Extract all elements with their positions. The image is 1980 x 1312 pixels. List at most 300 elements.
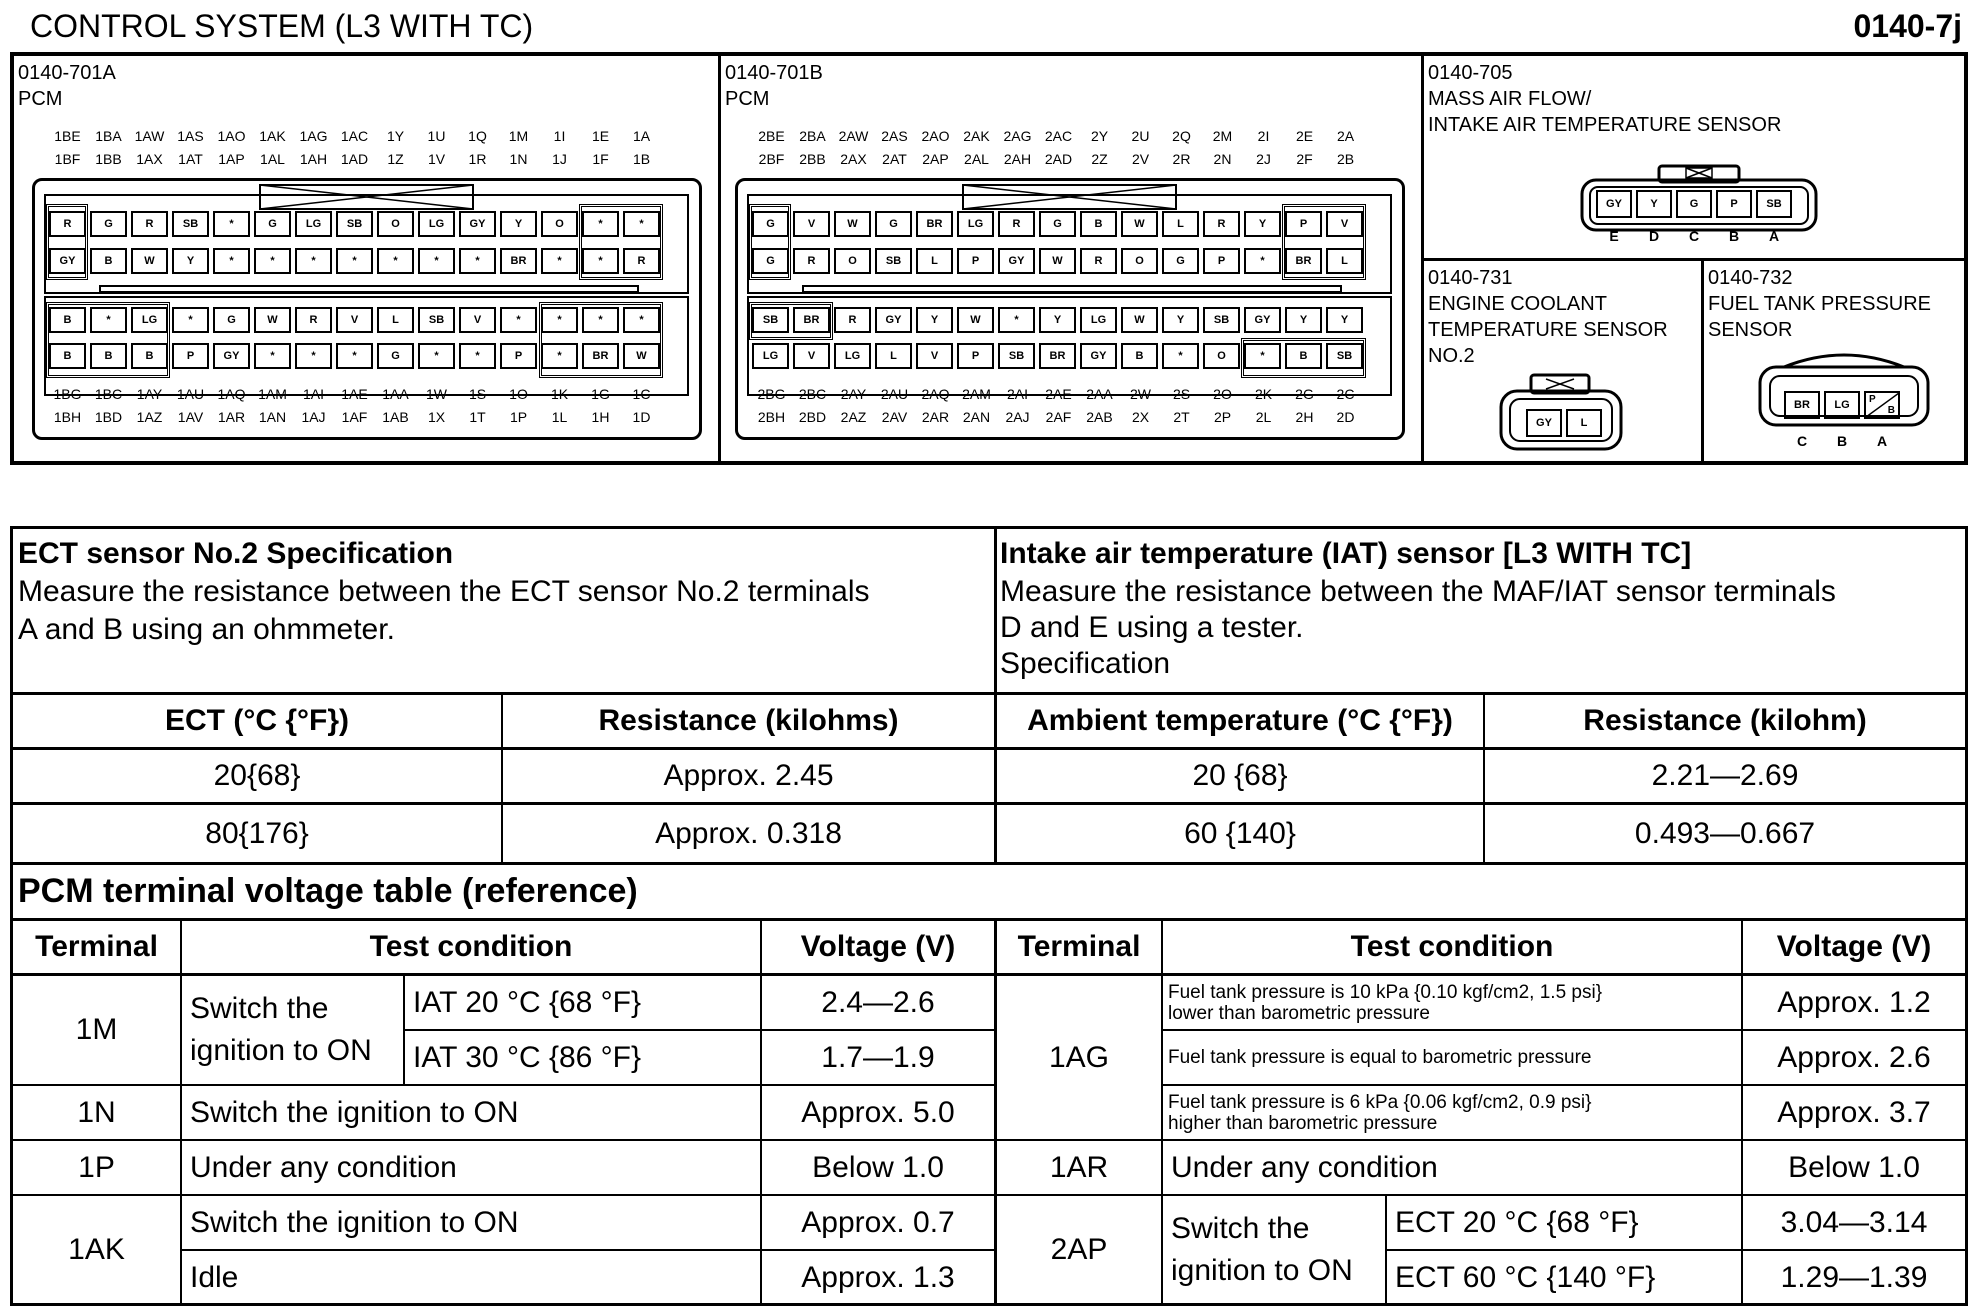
pin-label: 2O — [1213, 386, 1232, 402]
pin-cell: * — [213, 248, 250, 274]
pin-label: 1G — [591, 386, 610, 402]
pin-label: A — [1876, 433, 1888, 449]
pin-cell: R — [793, 248, 830, 274]
pin-cell: G — [875, 211, 912, 237]
pin-label: 1BG — [53, 386, 82, 402]
condition-1ak-idle: Idle — [190, 1260, 239, 1294]
connector-code: 0140-701B — [725, 62, 823, 84]
pin-label: 2AR — [921, 409, 950, 425]
pin-cell: Y — [1039, 307, 1076, 333]
pin-cell: GY — [1244, 307, 1281, 333]
ect-row2-temp: 80{176} — [205, 816, 309, 850]
pin-label: 2AV — [881, 409, 908, 425]
pin-cell: BR — [793, 307, 830, 333]
pin-label: 2BH — [757, 409, 786, 425]
pin-label: 2U — [1131, 128, 1150, 144]
pin-cell: G — [752, 211, 789, 237]
pin-cell: G — [377, 343, 414, 369]
pin-cell: BR — [500, 248, 537, 274]
pin-label: 1Z — [387, 151, 404, 167]
maf-iat-sensor-connector — [1424, 56, 1968, 261]
pin-label: 1M — [508, 128, 529, 144]
connector-name-line2: SENSOR — [1708, 319, 1793, 341]
condition-line: lower than barometric pressure — [1168, 1002, 1430, 1024]
connector-key-mark — [259, 184, 474, 210]
connector-diagram-panel — [10, 52, 1968, 465]
pin-cell: GY — [1080, 343, 1117, 369]
iat-row1-resistance: 2.21—2.69 — [1651, 759, 1799, 792]
iat-row1-temp: 20 {68} — [1192, 759, 1288, 792]
pin-label: 2BD — [798, 409, 827, 425]
pin-label: 2J — [1256, 151, 1271, 167]
pin-label: 1AH — [299, 151, 328, 167]
condition-1m — [182, 976, 403, 1084]
connector-name-line2: TEMPERATURE SENSOR — [1428, 319, 1668, 341]
pin-label: B — [1728, 228, 1740, 244]
pin-cell: * — [172, 307, 209, 333]
pin-cell: Y — [1162, 307, 1199, 333]
pin-label: 1O — [509, 386, 528, 402]
pin-label: 2AY — [840, 386, 867, 402]
connector-key-mark — [962, 184, 1177, 210]
connector-lock-marker — [1282, 204, 1366, 280]
pin-cell: L — [1162, 211, 1199, 237]
iat-row2-temp: 60 {140} — [1184, 816, 1296, 850]
left-voltage-header: Voltage (V) — [800, 930, 956, 963]
pin-cell: W — [623, 343, 660, 369]
pin-cell: O — [1121, 248, 1158, 274]
pin-cell: P — [500, 343, 537, 369]
right-voltage-header: Voltage (V) — [1776, 930, 1932, 963]
pin-cell: SB — [1326, 343, 1363, 369]
pin-label: 1W — [426, 386, 447, 402]
condition-1ag-higher — [1163, 1086, 1741, 1139]
condition-line: ignition to ON — [1171, 1254, 1353, 1287]
pin-cell: Y — [172, 248, 209, 274]
condition-1m-iat30: IAT 30 °C {86 °F} — [413, 1040, 642, 1074]
pin-label: 2AL — [964, 151, 989, 167]
pin-cell: B — [1285, 343, 1322, 369]
wire-color-row — [752, 307, 1367, 333]
pin-cell: * — [541, 343, 578, 369]
pin-label: 2I — [1257, 128, 1270, 144]
wire-color-row — [49, 211, 664, 237]
pin-cell: Y — [1326, 307, 1363, 333]
pin-label: 1V — [427, 151, 446, 167]
pin-label: 1AJ — [301, 409, 326, 425]
connector-name: PCM — [18, 88, 63, 110]
connector-rib — [99, 285, 639, 293]
terminal-1m: 1M — [75, 1013, 118, 1046]
pin-label: B — [1836, 433, 1848, 449]
pin-cell: * — [90, 307, 127, 333]
pin-cell: LG — [1824, 391, 1860, 419]
pin-label: 1BA — [95, 128, 122, 144]
pin-label: 1T — [469, 409, 486, 425]
pin-cell: V — [793, 343, 830, 369]
voltage-2ap-ect60: 1.29—1.39 — [1780, 1260, 1928, 1294]
pin-cell: * — [500, 307, 537, 333]
pin-label: C — [1688, 228, 1700, 244]
pin-label: 2AT — [882, 151, 907, 167]
voltage-1m-iat30: 1.7—1.9 — [821, 1040, 935, 1074]
pin-label: 2AK — [963, 128, 990, 144]
voltage-1n: Approx. 5.0 — [801, 1095, 955, 1129]
pin-label: 2AP — [922, 151, 949, 167]
pin-label: 1AW — [134, 128, 165, 144]
pin-cell: SB — [336, 211, 373, 237]
pin-cell: G — [1162, 248, 1199, 274]
pin-label: 1H — [591, 409, 610, 425]
pin-label: C — [1796, 433, 1808, 449]
pin-label: 2AZ — [840, 409, 867, 425]
condition-2ap — [1163, 1196, 1385, 1304]
pin-label: 2AF — [1045, 409, 1072, 425]
ect-sensor-no2-connector — [1424, 261, 1704, 461]
right-terminal-header: Terminal — [1017, 930, 1141, 963]
pin-label-row — [751, 409, 1366, 425]
pin-p-label: P — [1869, 394, 1876, 405]
pin-cell: LG — [752, 343, 789, 369]
pin-label: 1N — [509, 151, 528, 167]
pin-label: 1AG — [299, 128, 328, 144]
pin-cell: P — [1716, 190, 1752, 218]
pin-label: 2AX — [840, 151, 867, 167]
condition-line: Fuel tank pressure is 10 kPa {0.10 kgf/cm2, 1.5 psi} — [1168, 981, 1603, 1003]
connector-name: PCM — [725, 88, 770, 110]
voltage-1ak-idle: Approx. 1.3 — [801, 1260, 955, 1294]
pin-cell: BR — [1039, 343, 1076, 369]
pin-label: 1X — [427, 409, 446, 425]
pin-label: 2B — [1336, 151, 1355, 167]
pin-cell-split — [1864, 391, 1900, 419]
pin-cell: GY — [1526, 409, 1562, 437]
pin-label-row — [47, 386, 662, 402]
pin-label: 1AO — [217, 128, 246, 144]
pin-label: 1AS — [177, 128, 204, 144]
ect-spec-desc-line1: Measure the resistance between the ECT sensor No.2 terminals — [18, 575, 870, 608]
pin-label: 2T — [1173, 409, 1190, 425]
ect-row2-resistance: Approx. 0.318 — [655, 816, 842, 850]
pin-label: 1Q — [468, 128, 487, 144]
pin-label: 1AQ — [217, 386, 246, 402]
pin-cell: B — [49, 343, 86, 369]
connector-rib — [802, 285, 1342, 293]
pin-label: 2D — [1336, 409, 1355, 425]
pin-cell: B — [90, 248, 127, 274]
pin-cell: W — [1121, 307, 1158, 333]
pin-cell: W — [834, 211, 871, 237]
pin-label: 1AM — [258, 386, 287, 402]
pin-cell: G — [90, 211, 127, 237]
pin-label: 1AL — [260, 151, 285, 167]
connector-lock-marker — [46, 204, 88, 280]
pin-label-row — [751, 128, 1366, 144]
pin-cell: GY — [49, 248, 86, 274]
pin-cell: GY — [875, 307, 912, 333]
condition-2ap-ect20: ECT 20 °C {68 °F} — [1395, 1205, 1639, 1239]
terminal-1n: 1N — [77, 1095, 116, 1129]
pin-label: 1AE — [341, 386, 368, 402]
pin-cell: Y — [1244, 211, 1281, 237]
pin-label: 1E — [591, 128, 610, 144]
pin-cell: R — [623, 248, 660, 274]
pin-label: 2AJ — [1005, 409, 1030, 425]
pin-label: 2AD — [1044, 151, 1073, 167]
pin-cell: * — [336, 248, 373, 274]
pin-label: 2AM — [962, 386, 991, 402]
pin-cell: W — [1039, 248, 1076, 274]
pin-cell: L — [1566, 409, 1602, 437]
pin-label: 2Y — [1090, 128, 1109, 144]
pin-cell: * — [1244, 343, 1281, 369]
iat-spec-desc-line1: Measure the resistance between the MAF/IAT sensor terminals — [1000, 575, 1836, 608]
pin-label: 1AK — [259, 128, 286, 144]
pin-cell: * — [418, 343, 455, 369]
connector-name-line1: ENGINE COOLANT — [1428, 293, 1607, 315]
connector-name-line3: NO.2 — [1428, 345, 1475, 367]
pin-label: 1R — [468, 151, 487, 167]
pin-label: 2AC — [1044, 128, 1073, 144]
ect-spec-title: ECT sensor No.2 Specification — [18, 537, 454, 570]
pin-cell: BR — [1285, 248, 1322, 274]
pin-label: 1P — [509, 409, 528, 425]
connector-code: 0140-705 — [1428, 62, 1513, 84]
pin-cell: BR — [1784, 391, 1820, 419]
pin-cell: O — [541, 211, 578, 237]
connector-lock-marker — [749, 204, 791, 280]
pin-label: 1B — [632, 151, 651, 167]
voltage-2ap-ect20: 3.04—3.14 — [1780, 1205, 1928, 1239]
pin-label: 1AI — [302, 386, 324, 402]
pin-label: 2G — [1295, 386, 1314, 402]
pin-cell: * — [582, 307, 619, 333]
pin-cell: * — [254, 343, 291, 369]
pin-label: 1I — [553, 128, 566, 144]
condition-1p: Under any condition — [190, 1150, 457, 1184]
pin-cell: P — [1285, 211, 1322, 237]
pin-cell: B — [90, 343, 127, 369]
pin-cell: R — [131, 211, 168, 237]
grid-line — [13, 862, 1965, 865]
pin-label: 1BC — [94, 386, 123, 402]
pin-label: 2F — [1296, 151, 1313, 167]
pin-cell: * — [1162, 343, 1199, 369]
pin-cell: Y — [916, 307, 953, 333]
pin-label: 1AU — [176, 386, 205, 402]
pin-cell: * — [582, 211, 619, 237]
wire-color-row — [49, 248, 664, 274]
pin-cell: * — [336, 343, 373, 369]
pin-cell: Y — [1285, 307, 1322, 333]
pin-label: 2AS — [881, 128, 908, 144]
pin-label: 2AI — [1006, 386, 1028, 402]
pin-label: 2E — [1295, 128, 1314, 144]
page-title: CONTROL SYSTEM (L3 WITH TC) — [30, 8, 534, 44]
pin-label: 1K — [550, 386, 569, 402]
pin-label: 2AH — [1003, 151, 1032, 167]
pin-label: 1BH — [53, 409, 82, 425]
terminal-2ap: 2AP — [1050, 1233, 1108, 1266]
pin-cell: V — [336, 307, 373, 333]
pin-label: 2AO — [921, 128, 950, 144]
condition-1n: Switch the ignition to ON — [190, 1095, 519, 1129]
pin-cell: * — [459, 248, 496, 274]
pin-cell: * — [1244, 248, 1281, 274]
pin-label: 2A — [1336, 128, 1355, 144]
pin-label: 1A — [632, 128, 651, 144]
iat-col-header: Ambient temperature (°C {°F}) — [1027, 704, 1453, 737]
condition-line: higher than barometric pressure — [1168, 1112, 1438, 1134]
right-condition-header: Test condition — [1350, 930, 1554, 963]
connector-lock-marker — [749, 302, 833, 340]
pin-cell: B — [1080, 211, 1117, 237]
pin-label-row — [47, 409, 662, 425]
pin-label: 1AT — [178, 151, 203, 167]
pin-cell: P — [1203, 248, 1240, 274]
pin-cell: G — [213, 307, 250, 333]
pin-cell: G — [1676, 190, 1712, 218]
pin-label: 1AR — [217, 409, 246, 425]
pin-cell: Y — [1636, 190, 1672, 218]
pin-label: 1F — [592, 151, 609, 167]
pin-label: 1BD — [94, 409, 123, 425]
pin-cell: * — [541, 307, 578, 333]
pin-cell: * — [254, 248, 291, 274]
connector-lock-marker — [579, 204, 663, 280]
pin-label: 2L — [1255, 409, 1272, 425]
pin-label-row — [751, 151, 1366, 167]
pin-label: 2H — [1295, 409, 1314, 425]
pin-label: E — [1609, 228, 1619, 244]
pin-cell: LG — [131, 307, 168, 333]
pin-label: 2AN — [962, 409, 991, 425]
condition-line: Switch the — [1171, 1212, 1310, 1245]
voltage-1ag-higher: Approx. 3.7 — [1777, 1095, 1931, 1129]
pin-cell: V — [793, 211, 830, 237]
pin-label: 2R — [1172, 151, 1191, 167]
connector-lock-marker — [539, 302, 663, 378]
condition-1m-iat20: IAT 20 °C {68 °F} — [413, 985, 642, 1019]
condition-1ag-lower — [1163, 976, 1741, 1029]
pin-label: 2M — [1212, 128, 1233, 144]
pin-cell: G — [752, 248, 789, 274]
pin-label: 2W — [1130, 386, 1151, 402]
pin-label: 2AE — [1045, 386, 1072, 402]
terminal-1ar: 1AR — [1049, 1150, 1109, 1184]
specification-tables — [10, 526, 1968, 1306]
pin-cell: P — [172, 343, 209, 369]
pin-label: 1BF — [54, 151, 81, 167]
pin-cell: * — [459, 343, 496, 369]
pin-cell: R — [49, 211, 86, 237]
condition-1ar: Under any condition — [1171, 1150, 1438, 1184]
pin-label: 1C — [632, 386, 651, 402]
pin-label: 1AZ — [136, 409, 163, 425]
iat-row2-resistance: 0.493—0.667 — [1634, 816, 1816, 850]
pin-label: 1AN — [258, 409, 287, 425]
condition-line: ignition to ON — [190, 1034, 372, 1067]
connector-code: 0140-732 — [1708, 267, 1793, 289]
pin-cell: SB — [752, 307, 789, 333]
pin-cell: * — [541, 248, 578, 274]
pin-cell: GY — [459, 211, 496, 237]
pin-label: 2AU — [880, 386, 909, 402]
pin-label: 2AA — [1086, 386, 1113, 402]
pin-cell: LG — [1080, 307, 1117, 333]
pin-cell: * — [623, 307, 660, 333]
pin-cell: W — [957, 307, 994, 333]
maf-pin-labels — [1594, 228, 1794, 244]
condition-2ap-ect60: ECT 60 °C {140 °F} — [1395, 1260, 1656, 1294]
pin-label: 1BB — [95, 151, 122, 167]
pin-label: 2C — [1336, 386, 1355, 402]
pin-label: 2Q — [1172, 128, 1191, 144]
pin-cell: O — [377, 211, 414, 237]
pin-cell: * — [418, 248, 455, 274]
pin-cell: BR — [582, 343, 619, 369]
pin-label: 1AX — [136, 151, 163, 167]
pin-label: A — [1768, 228, 1780, 244]
pin-cell: * — [295, 248, 332, 274]
pin-label: 1AV — [177, 409, 204, 425]
pin-label: 1BE — [54, 128, 81, 144]
pin-cell: * — [623, 211, 660, 237]
voltage-1m-iat20: 2.4—2.6 — [821, 985, 935, 1019]
pin-label: 2BF — [758, 151, 785, 167]
pin-cell: O — [834, 248, 871, 274]
pin-label: 2AG — [1003, 128, 1032, 144]
pin-label-row — [47, 128, 662, 144]
ect-row1-temp: 20{68} — [213, 759, 301, 792]
pin-cell: R — [295, 307, 332, 333]
pin-cell: L — [1326, 248, 1363, 274]
voltage-1ag-equal: Approx. 2.6 — [1777, 1040, 1931, 1074]
iat-resistance-col-header: Resistance (kilohm) — [1583, 704, 1867, 737]
ect-spec-desc-line2: A and B using an ohmmeter. — [18, 613, 395, 646]
pin-label-row — [751, 386, 1366, 402]
pin-cell: V — [459, 307, 496, 333]
pin-label: 2BG — [757, 386, 786, 402]
pin-label: 1AD — [340, 151, 369, 167]
pin-cell: LG — [834, 343, 871, 369]
pin-cell: L — [916, 248, 953, 274]
iat-spec-desc-line2: D and E using a tester. — [1000, 611, 1304, 644]
pin-label: 1AA — [382, 386, 409, 402]
connector-code: 0140-701A — [18, 62, 116, 84]
pin-cell: * — [377, 248, 414, 274]
pin-cell: W — [1121, 211, 1158, 237]
wire-color-row — [752, 211, 1367, 237]
condition-line: Switch the — [190, 992, 329, 1025]
connector-lock-marker — [46, 302, 170, 378]
pin-cell: R — [998, 211, 1035, 237]
wire-color-row — [752, 248, 1367, 274]
pin-cell: Y — [500, 211, 537, 237]
pin-label: 1S — [468, 386, 487, 402]
pin-b-label: B — [1887, 405, 1895, 416]
pin-cell: B — [49, 307, 86, 333]
left-condition-header: Test condition — [369, 930, 573, 963]
fuel-tank-pressure-sensor-connector — [1704, 261, 1968, 461]
pcm-connector-a — [14, 56, 721, 461]
pin-cell: * — [213, 211, 250, 237]
iat-spec-title: Intake air temperature (IAT) sensor [L3 WITH TC] — [1000, 537, 1692, 570]
pin-cell: O — [1203, 343, 1240, 369]
ect-pin-row — [1526, 409, 1606, 437]
pin-cell: B — [1121, 343, 1158, 369]
pin-label: 2BC — [798, 386, 827, 402]
